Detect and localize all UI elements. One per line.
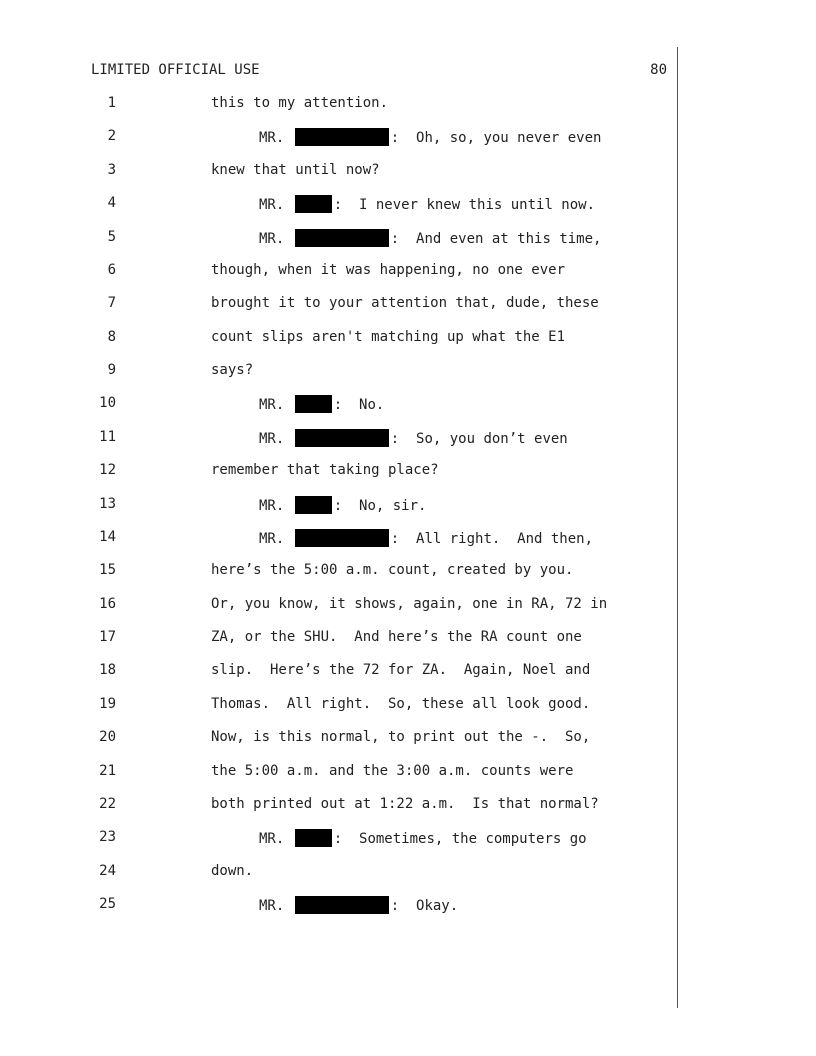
line-number: 21 [99, 762, 116, 779]
line-number: 23 [99, 829, 116, 846]
line-number: 13 [99, 495, 116, 512]
line-number: 14 [99, 528, 116, 545]
speaker-title: MR. [259, 497, 285, 514]
speaker-title: MR. [259, 230, 285, 247]
transcript-line [0, 596, 816, 629]
line-text: brought it to your attention that, dude, these [211, 295, 599, 312]
transcript-line [0, 896, 816, 929]
transcript-line [0, 529, 816, 562]
speaker-title: MR. [259, 397, 285, 414]
redaction-box [295, 229, 389, 247]
line-text: : All right. And then, [390, 530, 594, 547]
line-number: 7 [107, 295, 116, 312]
line-text: knew that until now? [211, 161, 380, 178]
speaker-line [259, 529, 593, 547]
line-number: 25 [99, 896, 116, 912]
speaker-line [259, 496, 426, 514]
transcript-line [0, 262, 816, 295]
page-number: 80 [650, 62, 667, 78]
line-text: here’s the 5:00 a.m. count, created by you. [211, 562, 574, 579]
line-number: 16 [99, 595, 116, 612]
line-number: 17 [99, 629, 116, 645]
speaker-title: MR. [259, 530, 285, 547]
line-number: 22 [99, 795, 116, 812]
line-text: : Okay. [390, 898, 459, 914]
redaction-box [295, 896, 389, 914]
line-text: ZA, or the SHU. And here’s the RA count one [211, 629, 582, 645]
line-number: 11 [99, 428, 116, 445]
line-text: : No. [333, 397, 385, 414]
transcript-line [0, 329, 816, 362]
transcript-line [0, 162, 816, 195]
redaction-box [295, 529, 389, 547]
transcript-line [0, 195, 816, 228]
speaker-line [259, 896, 458, 914]
line-text: the 5:00 a.m. and the 3:00 a.m. counts were [211, 762, 574, 779]
line-text: : So, you don’t even [390, 430, 568, 447]
speaker-title: MR. [259, 898, 285, 914]
transcript-line [0, 796, 816, 829]
transcript-line [0, 629, 816, 662]
transcript-line [0, 395, 816, 428]
classification-header: LIMITED OFFICIAL USE [91, 62, 260, 78]
line-number: 6 [107, 261, 116, 278]
line-text: Now, is this normal, to print out the -. So, [211, 729, 591, 746]
transcript-line [0, 462, 816, 495]
transcript-line [0, 729, 816, 762]
line-number: 12 [99, 462, 116, 479]
transcript-line [0, 229, 816, 262]
line-text: : No, sir. [333, 497, 427, 514]
line-number: 4 [107, 195, 116, 212]
line-text: though, when it was happening, no one ever [211, 261, 566, 278]
line-text: remember that taking place? [211, 462, 439, 479]
line-text: both printed out at 1:22 a.m. Is that normal? [211, 795, 599, 812]
line-number: 5 [107, 228, 116, 245]
speaker-line [259, 429, 568, 447]
speaker-line [259, 229, 601, 247]
line-number: 1 [107, 95, 116, 111]
transcript-line [0, 696, 816, 729]
line-text: : Sometimes, the computers go [333, 831, 587, 848]
line-number: 9 [107, 362, 116, 378]
line-text: this to my attention. [211, 95, 389, 111]
speaker-line [259, 195, 595, 213]
line-number: 15 [99, 562, 116, 579]
transcript-line [0, 662, 816, 695]
line-number: 2 [107, 128, 116, 145]
line-text: Thomas. All right. So, these all look good. [211, 695, 591, 712]
line-text: : And even at this time, [390, 230, 602, 247]
line-text: says? [211, 362, 254, 378]
transcript-line [0, 562, 816, 595]
speaker-line [259, 128, 601, 146]
transcript-line [0, 863, 816, 896]
line-text: count slips aren't matching up what the E1 [211, 328, 566, 345]
redaction-box [295, 496, 332, 514]
line-number: 24 [99, 862, 116, 879]
transcript-line [0, 128, 816, 161]
transcript-line [0, 95, 816, 128]
speaker-title: MR. [259, 831, 285, 848]
transcript-line [0, 295, 816, 328]
speaker-line [259, 829, 587, 847]
line-number: 19 [99, 695, 116, 712]
redaction-box [295, 829, 332, 847]
line-text: slip. Here’s the 72 for ZA. Again, Noel and [211, 662, 591, 679]
redaction-box [295, 429, 389, 447]
line-text: down. [211, 862, 254, 879]
line-number: 20 [99, 729, 116, 746]
redaction-box [295, 395, 332, 413]
line-number: 3 [107, 161, 116, 178]
redaction-box [295, 195, 332, 213]
transcript-lines [0, 95, 816, 929]
speaker-line [259, 395, 384, 413]
speaker-title: MR. [259, 130, 285, 147]
line-text: : I never knew this until now. [333, 197, 596, 214]
transcript-line [0, 829, 816, 862]
line-text: : Oh, so, you never even [390, 130, 602, 147]
speaker-title: MR. [259, 430, 285, 447]
line-number: 8 [107, 328, 116, 345]
line-number: 18 [99, 662, 116, 679]
redaction-box [295, 128, 389, 146]
speaker-title: MR. [259, 197, 285, 214]
line-text: Or, you know, it shows, again, one in RA, 72 in [211, 595, 608, 612]
transcript-line [0, 496, 816, 529]
transcript-line [0, 763, 816, 796]
line-number: 10 [99, 395, 116, 412]
transcript-line [0, 362, 816, 395]
transcript-line [0, 429, 816, 462]
